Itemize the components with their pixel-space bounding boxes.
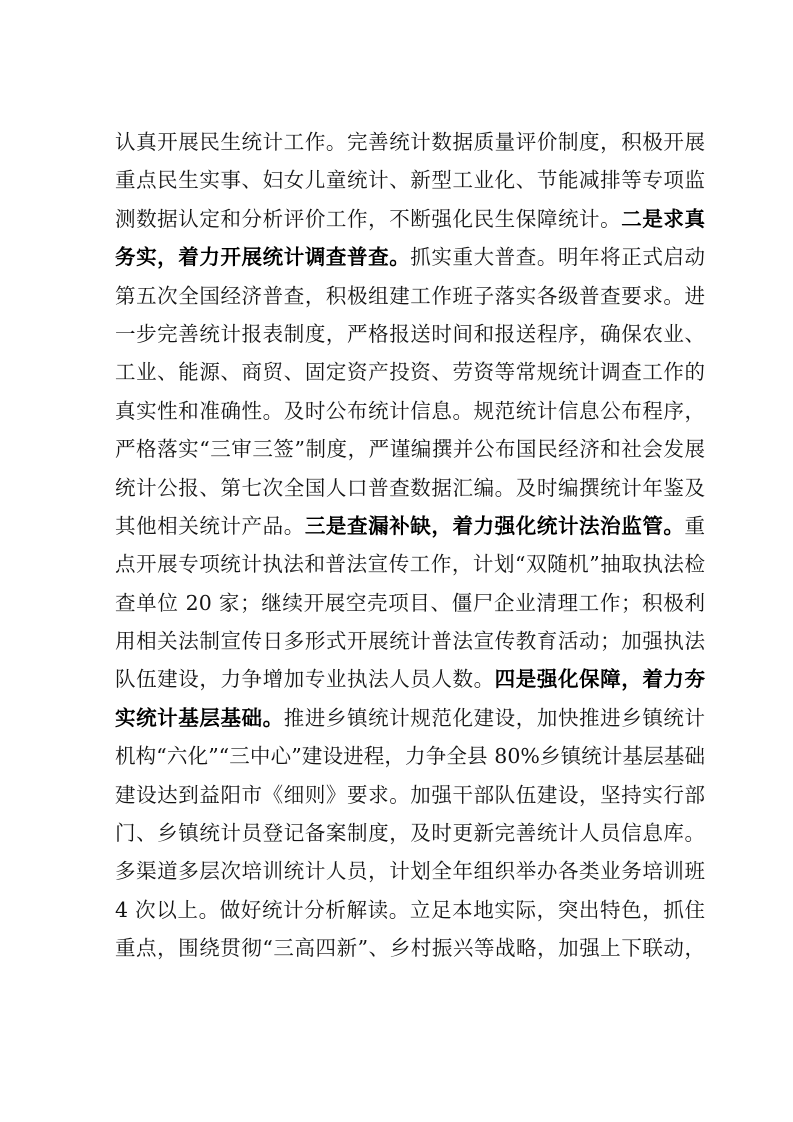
text-line [115,277,705,315]
text-run: 严格落实“三审三签”制度，严谨编撰并公布国民经济和社会发展 [115,437,705,462]
text-run: 统计公报、第七次全国人口普查数据汇编。及时编撰统计年鉴及 [115,475,705,500]
bold-text-run: 四是强化保障，着力夯 [494,667,706,692]
text-run: 4 次以上。做好统计分析解读。立足本地实际，突出特色，抓住 [115,897,705,922]
text-line [115,200,705,238]
text-line [115,776,705,814]
text-line [115,545,705,583]
bold-text-run: 实统计基层基础。 [115,705,284,730]
text-line [115,469,705,507]
text-run: 用相关法制宣传日多形式开展统计普法宣传教育活动；加强执法 [115,629,705,654]
text-line [115,123,705,161]
text-run: 认真开展民生统计工作。完善统计数据质量评价制度，积极开展 [115,130,705,154]
text-line [115,430,705,468]
text-line [115,507,705,545]
text-run: 重 [684,513,706,538]
text-line [115,353,705,391]
text-run: 第五次全国经济普查，积极组建工作班子落实各级普查要求。进 [115,283,705,308]
text-run: 其他相关统计产品。 [115,513,305,538]
text-run: 队伍建设，力争增加专业执法人员人数。 [115,667,495,692]
text-run: 重点，围绕贯彻“三高四新”、乡村振兴等战略，加强上下联动， [115,936,705,961]
text-run: 多渠道多层次培训统计人员，计划全年组织举办各类业务培训班 [115,859,705,884]
text-line [115,622,705,660]
text-run: 抓实重大普查。明年将正式启动 [410,245,705,270]
text-line [115,238,705,276]
text-run: 真实性和准确性。及时公布统计信息。规范统计信息公布程序， [115,398,705,423]
text-line [115,737,705,775]
text-run: 测数据认定和分析评价工作，不断强化民生保障统计。 [115,206,622,231]
text-run: 工业、能源、商贸、固定资产投资、劳资等常规统计调查工作的 [115,360,705,385]
text-line [115,392,705,430]
bold-text-run: 二是求真 [621,206,706,231]
bold-text-run: 务实，着力开展统计调查普查。 [115,245,411,270]
text-run: 机构“六化”“三中心”建设进程，力争全县 80%乡镇统计基层基础 [115,744,705,769]
text-line [115,660,705,698]
text-run: 重点民生实事、妇女儿童统计、新型工业化、节能减排等专项监 [115,168,705,193]
text-line [115,814,705,852]
body-paragraph [115,123,705,968]
text-line [115,315,705,353]
text-run: 查单位 20 家；继续开展空壳项目、僵尸企业清理工作；积极利 [115,590,705,615]
text-line [115,852,705,890]
text-run: 推进乡镇统计规范化建设，加快推进乡镇统计 [283,705,706,730]
text-run: 建设达到益阳市《细则》要求。加强干部队伍建设，坚持实行部 [115,782,705,807]
bold-text-run: 三是查漏补缺，着力强化统计法治监管。 [304,513,685,538]
text-run: 一步完善统计报表制度，严格报送时间和报送程序，确保农业、 [115,321,705,346]
text-line [115,584,705,622]
text-line [115,699,705,737]
text-run: 点开展专项统计执法和普法宣传工作，计划“双随机”抽取执法检 [115,552,705,577]
text-line [115,161,705,199]
text-run: 门、乡镇统计员登记备案制度，及时更新完善统计人员信息库。 [115,821,705,846]
text-line [115,891,705,929]
text-line [115,929,705,967]
